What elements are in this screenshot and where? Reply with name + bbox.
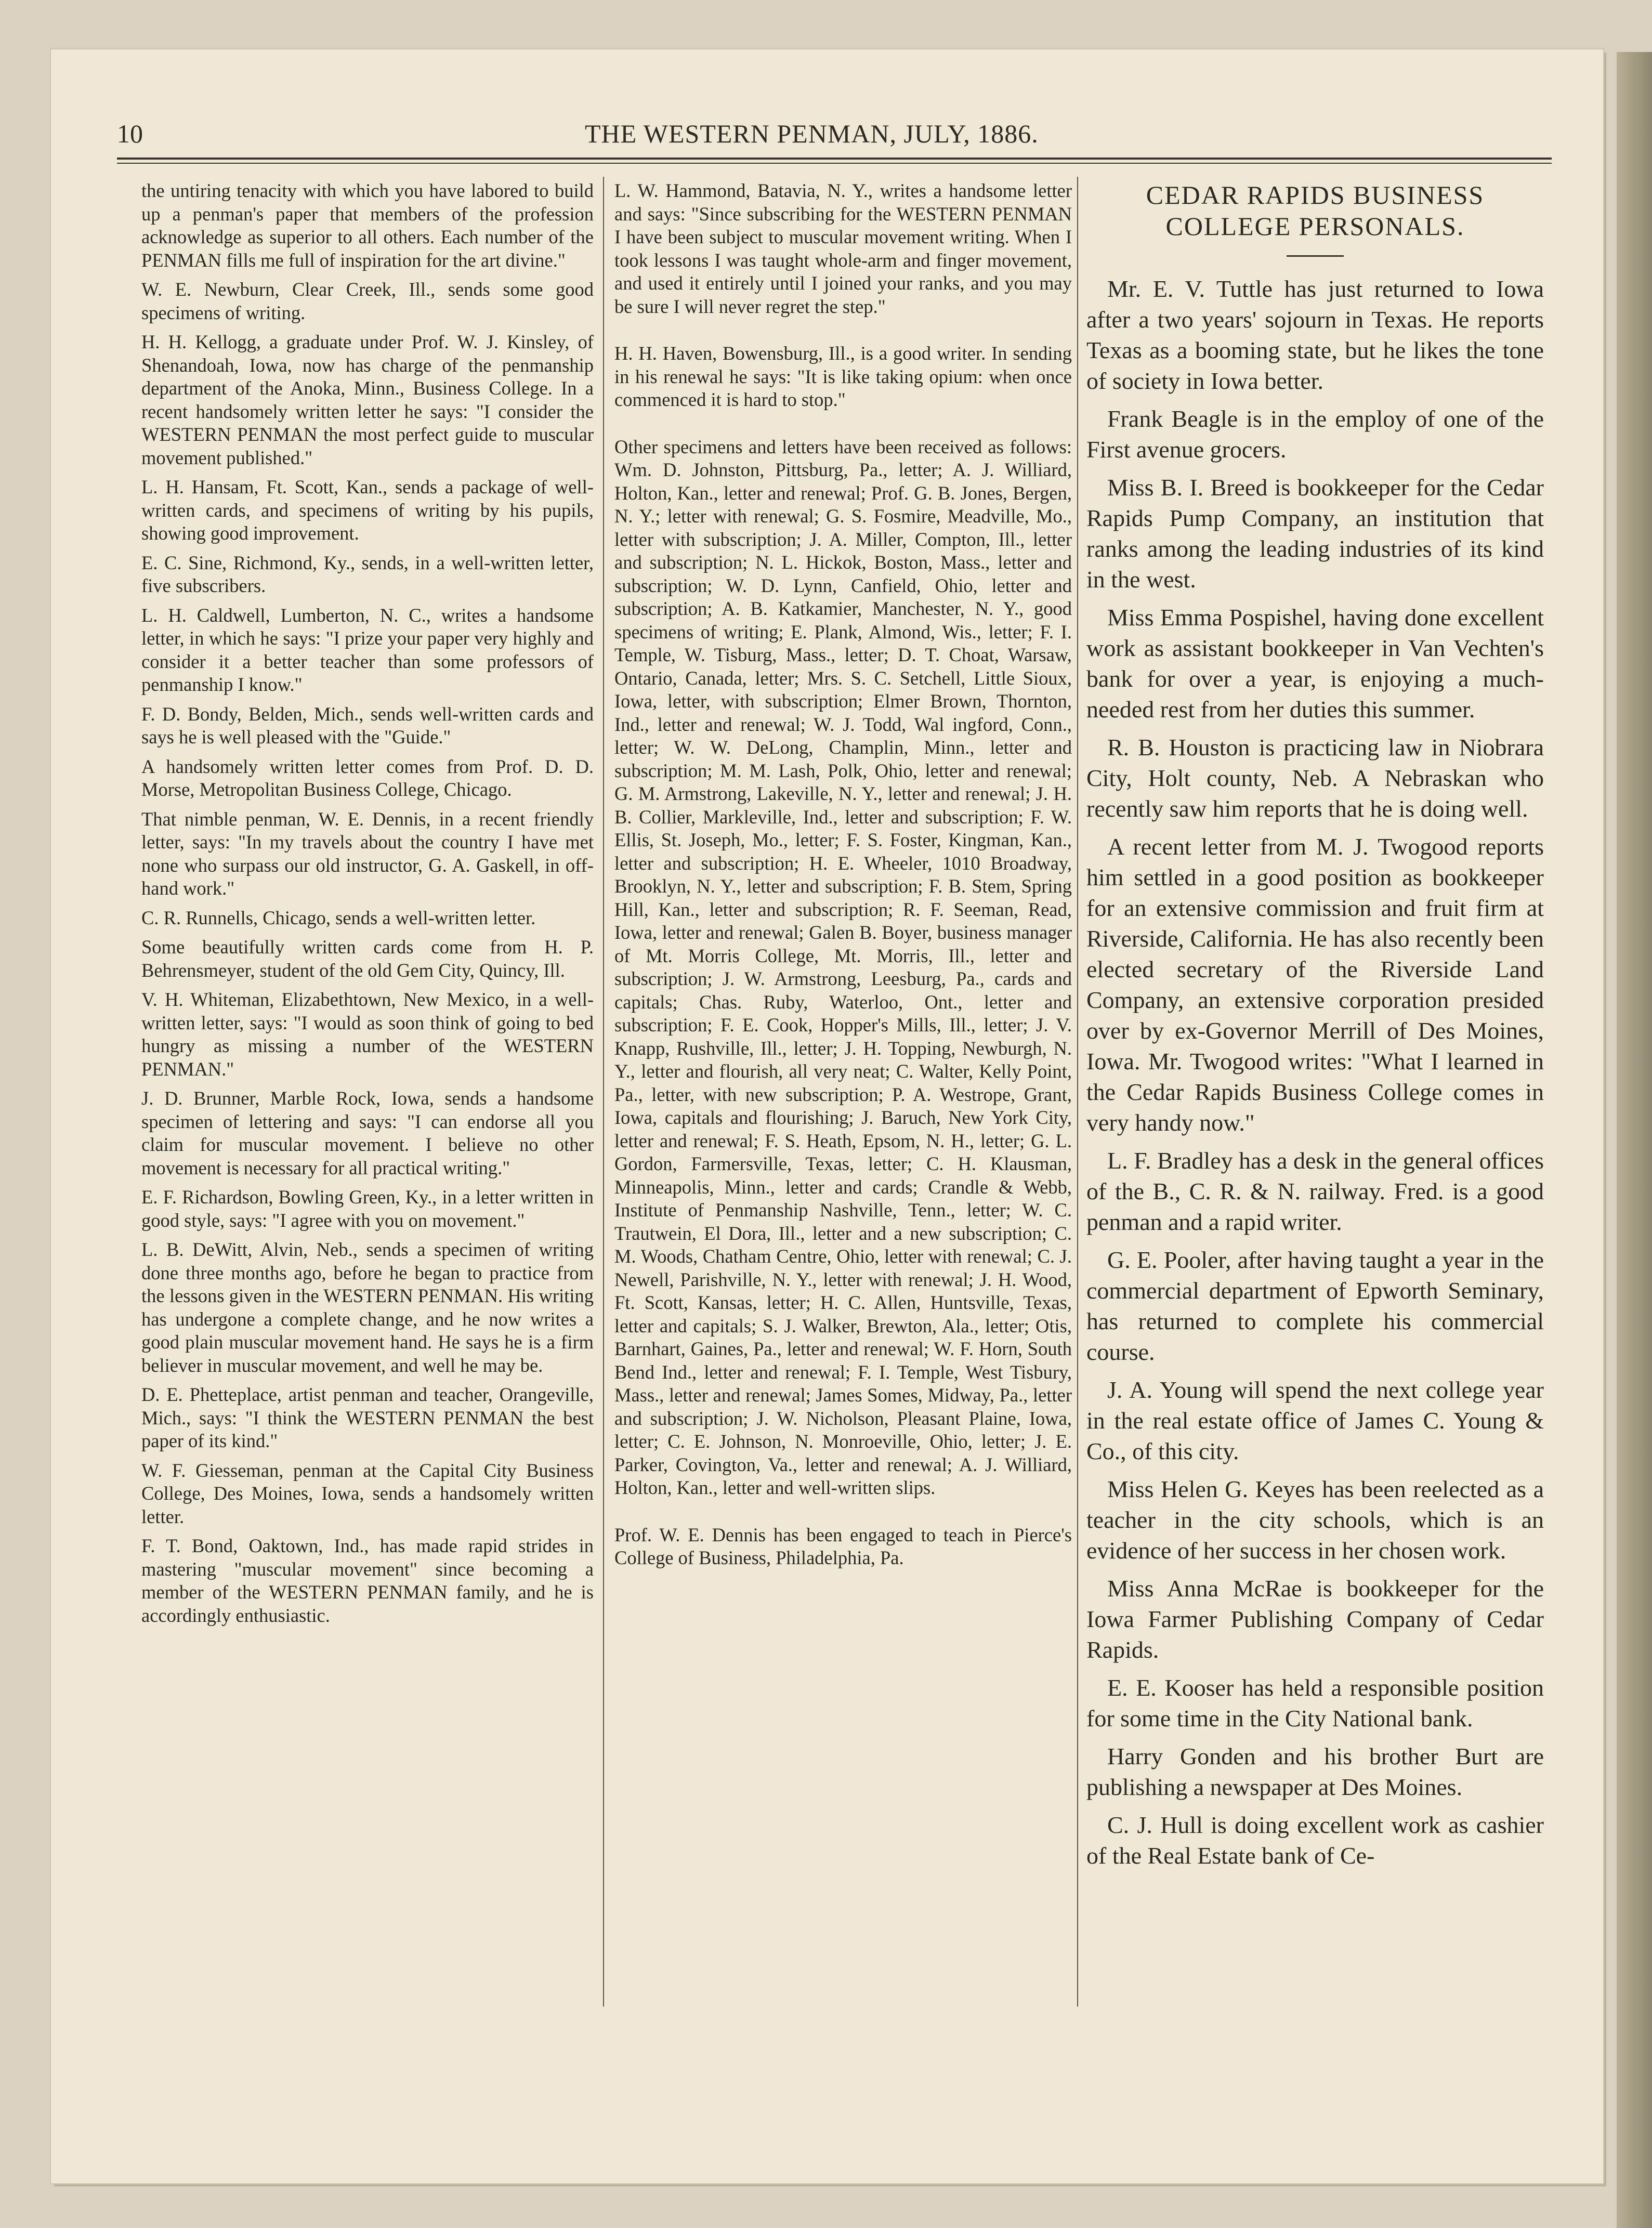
paragraph: Harry Gonden and his brother Burt are publishing a newspaper at Des Moines.: [1086, 1743, 1544, 1800]
paragraph: E. E. Kooser has held a responsible position for some time in the City National bank.: [1086, 1674, 1544, 1732]
paragraph: L. H. Caldwell, Lumberton, N. C., writes a handsome letter, in which he says: "I prize your paper very highly and consider it a better teacher than some professors of penmanship I know.": [141, 604, 594, 695]
paragraph: L. F. Bradley has a desk in the general offices of the B., C. R. & N. railway. Fred. is a good penman and a rapid writer.: [1086, 1147, 1544, 1235]
section-heading: CEDAR RAPIDS BUSINESS COLLEGE PERSONALS.: [1146, 180, 1485, 241]
heading-rule: [1287, 255, 1344, 257]
paragraph: L. W. Hammond, Batavia, N. Y., writes a handsome letter and says: "Since subscribing for the WESTERN PENMAN I have been subject to muscular movement writing. When I took lessons I was taught whole-arm and finger movement, and used it entirely until I joined your ranks, and you may be sure I will never regret the step.": [614, 180, 1072, 317]
paragraph: Frank Beagle is in the employ of one of the First avenue grocers.: [1086, 405, 1544, 463]
paragraph: Miss B. I. Breed is bookkeeper for the Cedar Rapids Pump Company, an institution that ranks among the leading industries of its kind in the west.: [1086, 474, 1544, 593]
paragraph: F. T. Bond, Oaktown, Ind., has made rapid strides in mastering "muscular movement" since becoming a member of the WESTERN PENMAN family, and he is accordingly enthusiastic.: [141, 1535, 594, 1626]
paragraph: J. D. Brunner, Marble Rock, Iowa, sends a handsome specimen of lettering and says: "I can endorse all you claim for muscular movement. I believe no other movement is necessary for all practical writing.": [141, 1087, 594, 1178]
paragraph: W. F. Giesseman, penman at the Capital City Business College, Des Moines, Iowa, sends a handsomely written letter.: [141, 1459, 594, 1527]
paragraph: W. E. Newburn, Clear Creek, Ill., sends some good specimens of writing.: [141, 279, 594, 323]
book-binding: [1617, 52, 1652, 2228]
column-left: [141, 179, 594, 2009]
spacer: [614, 418, 1072, 436]
paragraph: Miss Anna McRae is bookkeeper for the Iowa Farmer Publishing Company of Cedar Rapids.: [1086, 1575, 1544, 1663]
paragraph: E. C. Sine, Richmond, Ky., sends, in a well-written letter, five subscribers.: [141, 552, 594, 596]
spacer: [614, 1506, 1072, 1524]
paragraph: H. H. Kellogg, a graduate under Prof. W. J. Kinsley, of Shenandoah, Iowa, now has charge of the penmanship department of the Anoka, Minn., Business College. In a recent handsomely written letter he says: "I consider the WESTERN PENMAN the most perfect guide to muscular movement published.": [141, 331, 594, 468]
paragraph: F. D. Bondy, Belden, Mich., sends well-written cards and says he is well pleased with the "Guide.": [141, 703, 594, 748]
paragraph: Miss Emma Pospishel, having done excellent work as assistant bookkeeper in Van Vechten's bank for over a year, is enjoying a much-needed rest from her duties this summer.: [1086, 604, 1544, 723]
paragraph: Miss Helen G. Keyes has been reelected as a teacher in the city schools, which is an evidence of her success in her chosen work.: [1086, 1476, 1544, 1564]
paragraph: A handsomely written letter comes from Prof. D. D. Morse, Metropolitan Business College, Chicago.: [141, 755, 594, 800]
header-rule-thin: [117, 163, 1552, 164]
column-right: [1086, 179, 1544, 2009]
paragraph: A recent letter from M. J. Twogood reports him settled in a good position as bookkeeper for an extensive commission and fruit firm at Riverside, California. He has also recently been elected secretary of the Riverside Land Company, an extensive corporation presided over by ex-Governor Merrill of Des Moines, Iowa. Mr. Twogood writes: "What I learned in the Cedar Rapids Business College comes in very handy now.": [1086, 833, 1544, 1136]
header-rule: [117, 158, 1552, 160]
paragraph: L. H. Hansam, Ft. Scott, Kan., sends a package of well-written cards, and specimens of writing by his pupils, showing good improvement.: [141, 476, 594, 544]
paragraph: C. R. Runnells, Chicago, sends a well-written letter.: [141, 907, 536, 928]
column-divider: [1077, 177, 1078, 2007]
running-header: THE WESTERN PENMAN, JULY, 1886.: [585, 119, 1039, 148]
paragraph: R. B. Houston is practicing law in Niobrara City, Holt county, Neb. A Nebraskan who recently saw him reports that he is doing well.: [1086, 734, 1544, 822]
paragraph: Some beautifully written cards come from H. P. Behrensmeyer, student of the old Gem City, Quincy, Ill.: [141, 936, 594, 981]
paragraph: Mr. E. V. Tuttle has just returned to Iowa after a two years' sojourn in Texas. He reports Texas as a booming state, but he likes the tone of society in Iowa better.: [1086, 276, 1544, 394]
paragraph: E. F. Richardson, Bowling Green, Ky., in a letter written in good style, says: "I agree with you on movement.": [141, 1186, 594, 1231]
paragraph: Other specimens and letters have been received as follows: Wm. D. Johnston, Pittsburg, Pa., letter; A. J. Williard, Holton, Kan., letter and renewal; Prof. G. B. Jones, Bergen, N. Y.; letter with renewal; G. S. Fosmire, Meadville, Mo., letter with subscription; J. A. Miller, Compton, Ill., letter and subscription; N. L. Hickok, Boston, Mass., letter and subscription; W. D. Lynn, Canfield, Ohio, letter and subscription; A. B. Katkamier, Manchester, N. Y., good specimens of writing; E. Plank, Almond, Wis., letter; F. I. Temple, W. Tisburg, Mass., letter; D. T. Choat, Warsaw, Ontario, Canada, letter; Mrs. S. C. Setchell, Little Sioux, Iowa, letter, with subscription; Elmer Brown, Thornton, Ind., letter and renewal; W. J. Todd, Wal ingford, Conn., letter; W. W. DeLong, Champlin, Minn., letter and subscription; M. M. Lash, Polk, Ohio, letter and renewal; G. M. Armstrong, Lakeville, N. Y., letter and renewal; J. H. B. Collier, Markleville, Ind., letter and subscription; F. W. Ellis, St. Joseph, Mo., letter; F. S. Foster, Kingman, Kan., letter and subscription; H. E. Wheeler, 1010 Broadway, Brooklyn, N. Y., letter and subscription; F. B. Stem, Spring Hill, Kan., letter and subscription; R. F. Seeman, Read, Iowa, letter and renewal; Galen B. Boyer, business manager of Mt. Morris College, Mt. Morris, Ill., letter and subscription; J. W. Armstrong, Leesburg, Pa., cards and capitals; Chas. Ruby, Waterloo, Ont., letter and subscription; F. E. Cook, Hopper's Mills, Ill., letter; J. V. Knapp, Rushville, Ill., letter; J. H. Topping, Newburgh, N. Y., letter and flourish, all very neat; C. Walter, Kelly Point, Pa., letter, with new subscription; P. A. Westrope, Grant, Iowa, capitals and flourishing; J. Baruch, New York City, letter and renewal; F. S. Heath, Epsom, N. H., letter; G. L. Gordon, Farmersville, Texas, letter; C. H. Klausman, Minneapolis, Minn., letter and cards; Crandle & Webb, Institute of Penmanship Nashville, Tenn., letter; W. C. Trautwein, El Dora, Ill., letter and a new subscription; C. M. Woods, Chatham Centre, Ohio, letter with renewal; C. J. Newell, Parishville, N. Y., letter with renewal; J. H. Wood, Ft. Scott, Kansas, letter; H. C. Allen, Huntsville, Texas, letter and capitals; S. J. Walker, Brewton, Ala., letter; Otis, Barnhart, Gaines, Pa., letter and renewal; W. F. Horn, South Bend Ind., letter and renewal; F. I. Temple, West Tisbury, Mass., letter and renewal; James Somes, Midway, Pa., letter and subscription; J. W. Nicholson, Pleasant Plaine, Iowa, letter; C. E. Johnson, N. Monroeville, Ohio, letter; J. E. Parker, Covington, Va., letter and renewal; A. J. Williard, Holton, Kan., letter and well-written slips.: [614, 436, 1072, 1498]
paragraph: H. H. Haven, Bowensburg, Ill., is a good writer. In sending in his renewal he says: "It is like taking opium: when once commenced it is hard to stop.": [614, 343, 1072, 410]
page-number: 10: [117, 119, 143, 148]
paragraph: D. E. Phetteplace, artist penman and teacher, Orangeville, Mich., says: "I think the WESTERN PENMAN the best paper of its kind.": [141, 1384, 594, 1451]
paragraph: J. A. Young will spend the next college year in the real estate office of James C. Young & Co., of this city.: [1086, 1377, 1544, 1464]
paragraph: L. B. DeWitt, Alvin, Neb., sends a specimen of writing done three months ago, before he began to practice from the lessons given in the WESTERN PENMAN. His writing has undergone a complete change, and he now writes a good plain muscular movement hand. He says he is a firm believer in muscular movement, and well he may be.: [141, 1239, 594, 1376]
paragraph: G. E. Pooler, after having taught a year in the commercial department of Epworth Seminary, has returned to complete his commercial course.: [1086, 1247, 1544, 1365]
column-middle: [614, 179, 1072, 2009]
spacer: [614, 324, 1072, 342]
paragraph: C. J. Hull is doing excellent work as cashier of the Real Estate bank of Ce-: [1086, 1812, 1544, 1869]
paragraph: Prof. W. E. Dennis has been engaged to teach in Pierce's College of Business, Philadelphia, Pa.: [614, 1524, 1072, 1568]
column-divider: [603, 177, 604, 2007]
paragraph: V. H. Whiteman, Elizabethtown, New Mexico, in a well-written letter, says: "I would as soon think of going to bed hungry as missing a number of the WESTERN PENMAN.": [141, 989, 594, 1080]
paragraph: That nimble penman, W. E. Dennis, in a recent friendly letter, says: "In my travels about the country I have met none who surpass our old instructor, G. A. Gaskell, in off-hand work.": [141, 808, 594, 899]
paragraph: the untiring tenacity with which you have labored to build up a penman's paper that members of the profession acknowledge as superior to all others. Each number of the PENMAN fills me full of inspiration for the art divine.": [141, 180, 594, 271]
